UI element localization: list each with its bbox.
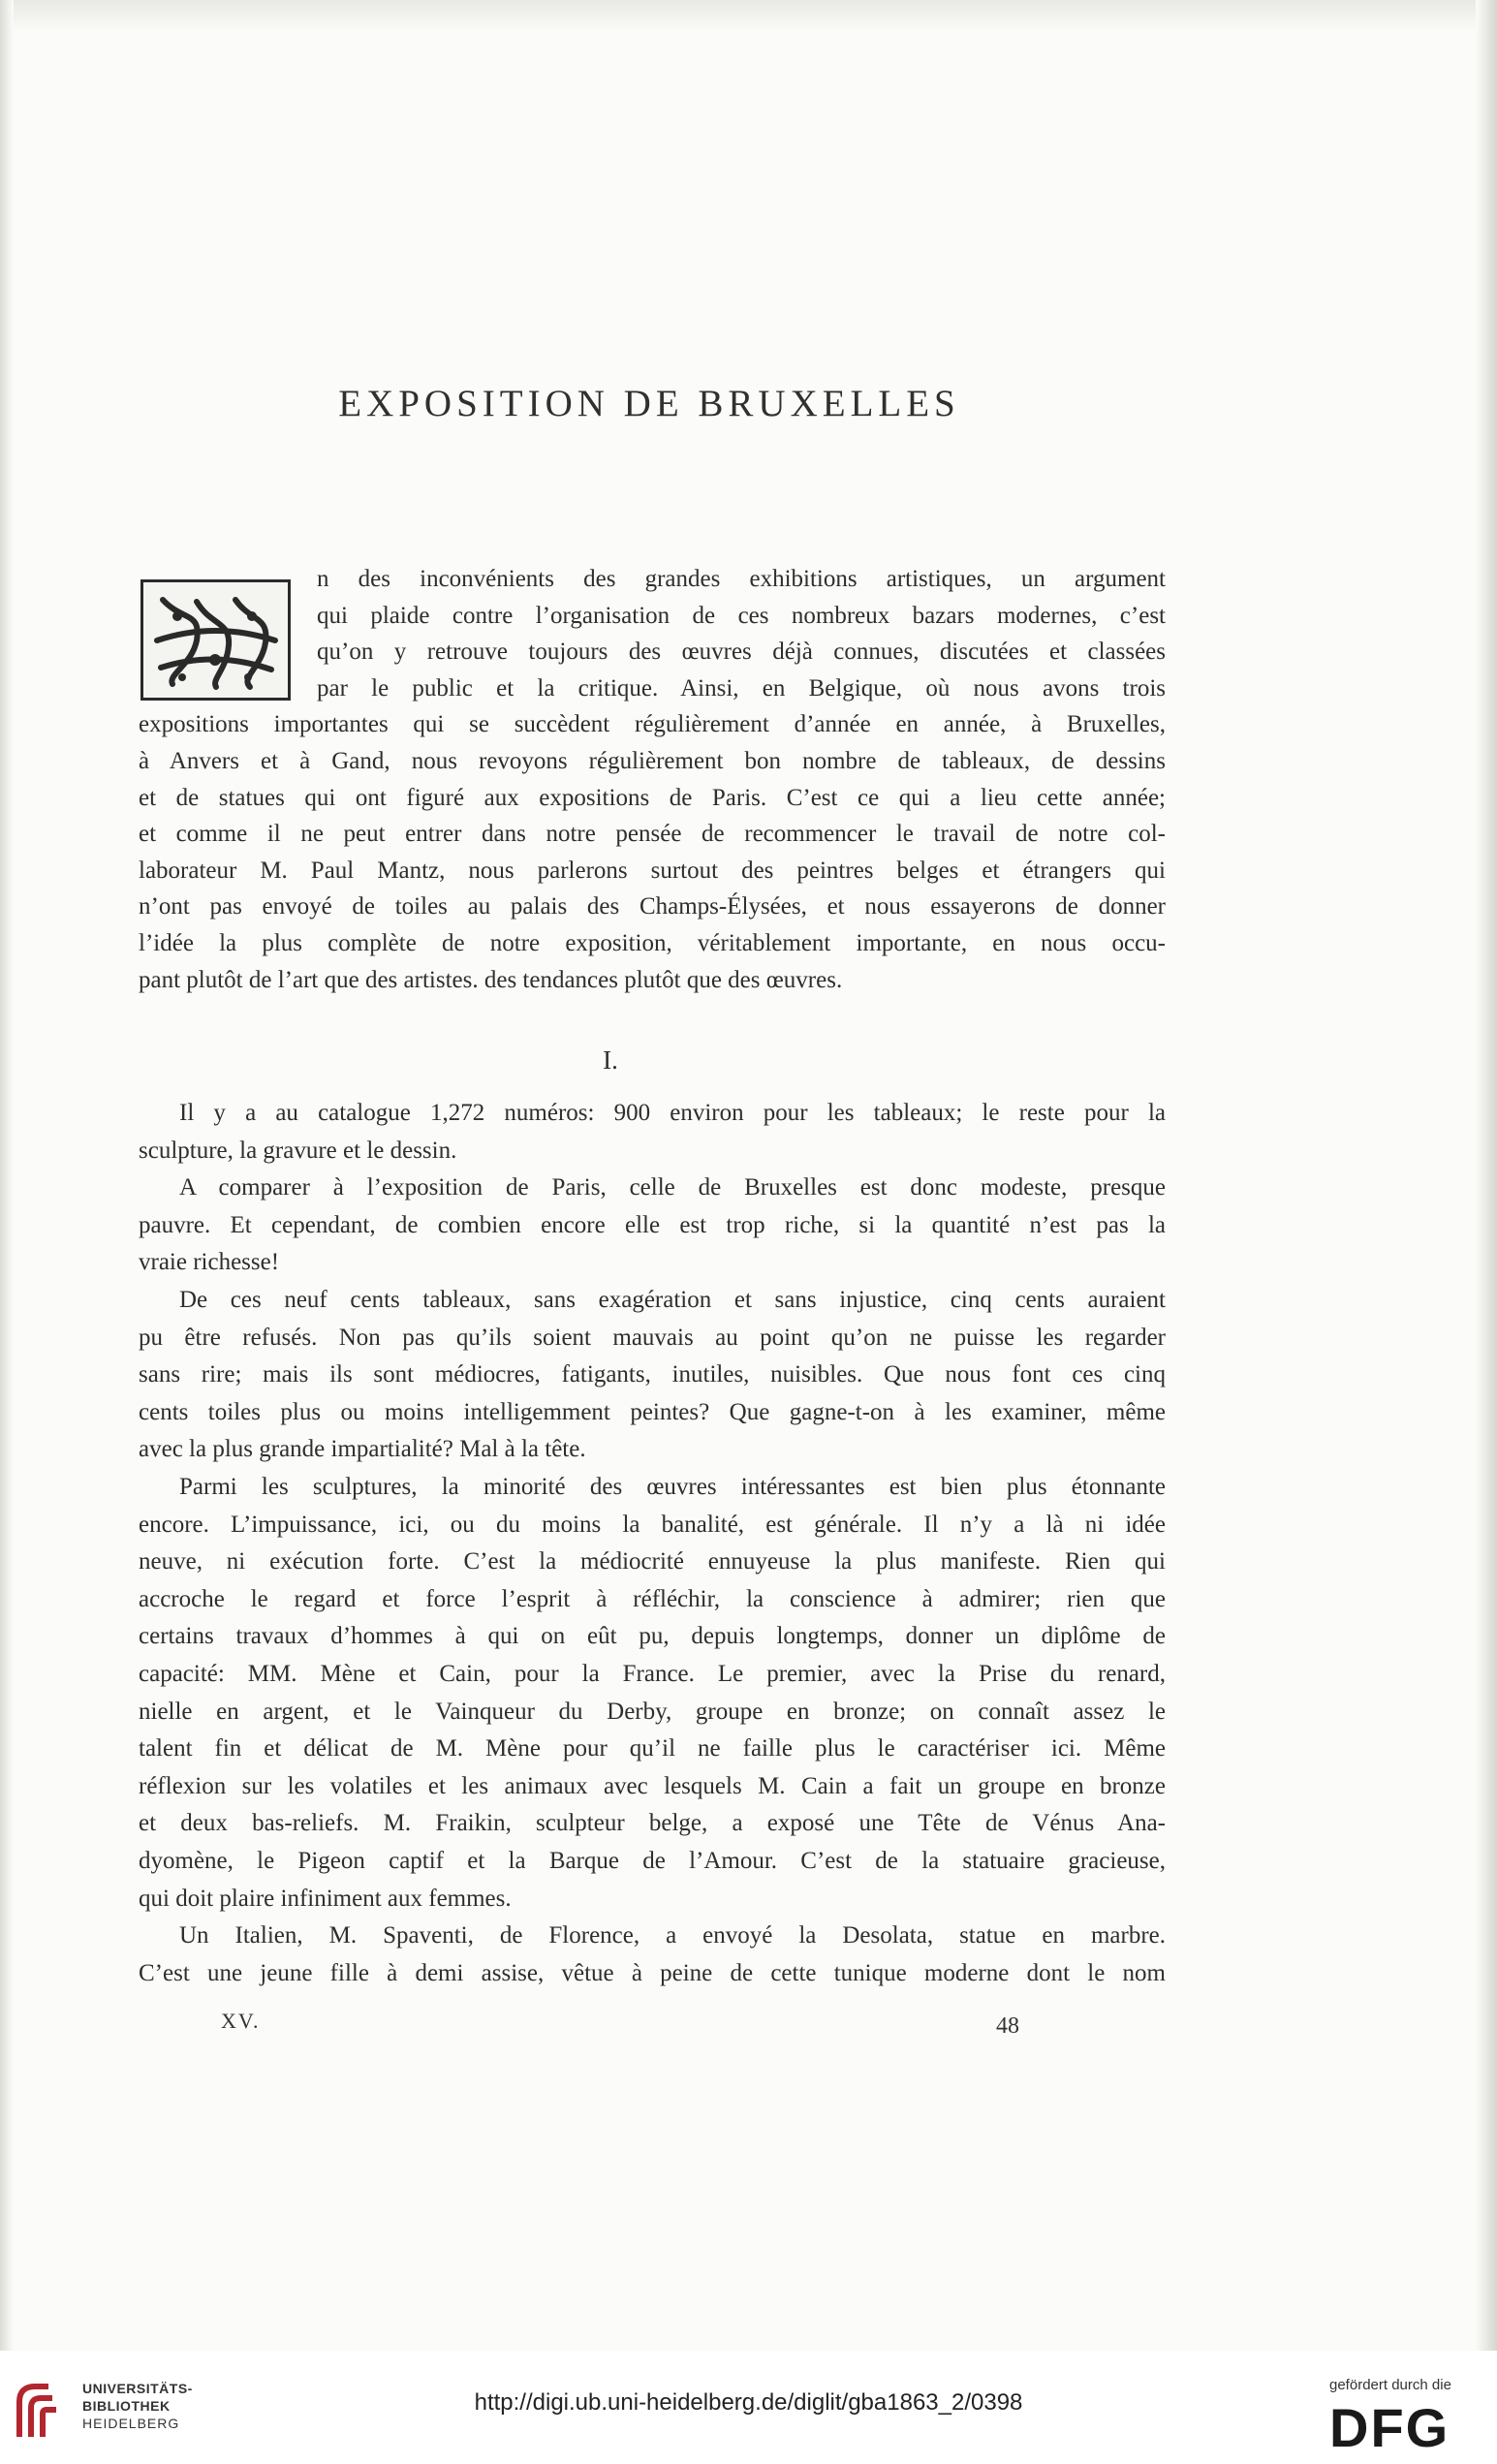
text-line: vraie richesse! — [139, 1249, 280, 1276]
text-line: neuve, ni exécution forte. C’est la médiocrité ennuyeuse la plus manifeste. Rien qui — [139, 1548, 1166, 1575]
text-line: n des inconvénients des grandes exhibitions artistiques, un argument — [317, 566, 1166, 592]
text-line: par le public et la critique. Ainsi, en Belgique, où nous avons trois — [317, 674, 1166, 702]
decorated-initial — [140, 579, 291, 701]
text-line: sans rire; mais ils sont médiocres, fatigants, inutiles, nuisibles. Que nous font ces cinq — [139, 1361, 1166, 1388]
signature-mark: XV. — [221, 2009, 261, 2033]
text-line: qui doit plaire infiniment aux femmes. — [139, 1885, 512, 1912]
library-line: HEIDELBERG — [82, 2416, 180, 2431]
text-line: C’est une jeune fille à demi assise, vêtue à peine de cette tunique moderne dont le nom — [139, 1959, 1166, 1986]
text-line: Il y a au catalogue 1,272 numéros: 900 environ pour les tableaux; le reste pour la — [179, 1100, 1166, 1126]
page-edge — [0, 0, 14, 2464]
text-line: dyomène, le Pigeon captif et la Barque de l’Amour. C’est de la statuaire gracieuse, — [139, 1848, 1166, 1874]
text-line: qui plaide contre l’organisation de ces nombreux bazars modernes, c’est — [317, 602, 1166, 629]
library-line: BIBLIOTHEK — [82, 2398, 171, 2414]
funding-caption: gefördert durch die — [1329, 2377, 1451, 2393]
text-line: capacité: MM. Mène et Cain, pour la France. Le premier, avec la Prise du renard, — [139, 1661, 1166, 1687]
source-url-link[interactable]: http://digi.ub.uni-heidelberg.de/diglit/gba1863_2/0398 — [474, 2389, 1023, 2416]
text-line: nielle en argent, et le Vainqueur du Derby, groupe en bronze; on connaît assez le — [139, 1698, 1166, 1725]
text-line: pant plutôt de l’art que des artistes. des tendances plutôt que des œuvres. — [139, 966, 843, 993]
text-line: pauvre. Et cependant, de combien encore elle est trop riche, si la quantité n’est pas la — [139, 1211, 1166, 1238]
page-number: 48 — [996, 2013, 1019, 2039]
text-line: talent fin et délicat de M. Mène pour qu’il ne faille plus le caractériser ici. Même — [139, 1735, 1166, 1762]
text-line: Parmi les sculptures, la minorité des œuvres intéressantes est bien plus étonnante — [179, 1474, 1166, 1500]
text-line: certains travaux d’hommes à qui on eût pu, depuis longtemps, donner un diplôme de — [139, 1623, 1166, 1650]
text-line: qu’on y retrouve toujours des œuvres déjà connues, discutées et classées — [317, 639, 1166, 666]
article-title: EXPOSITION DE BRUXELLES — [338, 383, 960, 424]
text-line: et de statues qui ont figuré aux expositions de Paris. C’est ce qui a lieu cette année; — [139, 784, 1166, 811]
section-number: I. — [603, 1045, 618, 1075]
dfg-logo: DFG — [1329, 2397, 1450, 2458]
page-edge — [1476, 0, 1497, 2464]
text-line: réflexion sur les volatiles et les animaux avec lesquels M. Cain a fait un groupe en bronze — [139, 1772, 1166, 1799]
text-line: accroche le regard et force l’esprit à réfléchir, la conscience à admirer; rien que — [139, 1585, 1166, 1612]
text-line: pu être refusés. Non pas qu’ils soient mauvais au point qu’on ne puisse les regarder — [139, 1324, 1166, 1351]
text-line: avec la plus grande impartialité? Mal à la tête. — [139, 1436, 586, 1463]
text-line: l’idée la plus complète de notre exposition, véritablement importante, en nous occu- — [139, 930, 1166, 956]
text-line: cents toiles plus ou moins intelligemment peintes? Que gagne-t-on à les examiner, même — [139, 1398, 1166, 1425]
text-line: et comme il ne peut entrer dans notre pensée de recommencer le travail de notre col- — [139, 821, 1166, 848]
text-line: De ces neuf cents tableaux, sans exagération et sans injustice, cinq cents auraient — [179, 1287, 1166, 1313]
text-line: et deux bas-reliefs. M. Fraikin, sculpteur belge, a exposé une Tête de Vénus Ana- — [139, 1810, 1166, 1837]
text-line: sculpture, la gravure et le dessin. — [139, 1137, 457, 1164]
text-line: A comparer à l’exposition de Paris, celle de Bruxelles est donc modeste, presque — [179, 1174, 1166, 1201]
text-line: expositions importantes qui se succèdent régulièrement d’année en année, à Bruxelles, — [139, 711, 1166, 738]
text-line: à Anvers et à Gand, nous revoyons régulièrement bon nombre de tableaux, de dessins — [139, 748, 1166, 774]
text-line: laborateur M. Paul Mantz, nous parlerons surtout des peintres belges et étrangers qui — [139, 857, 1166, 884]
text-line: Un Italien, M. Spaventi, de Florence, a envoyé la Desolata, statue en marbre. — [179, 1922, 1166, 1949]
text-line: encore. L’impuissance, ici, ou du moins la banalité, est générale. Il n’y a là ni idée — [139, 1511, 1166, 1538]
library-line: UNIVERSITÄTS- — [82, 2381, 193, 2396]
text-line: n’ont pas envoyé de toiles au palais des Champs-Élysées, et nous essayerons de donner — [139, 893, 1166, 920]
page-edge — [0, 0, 1497, 33]
